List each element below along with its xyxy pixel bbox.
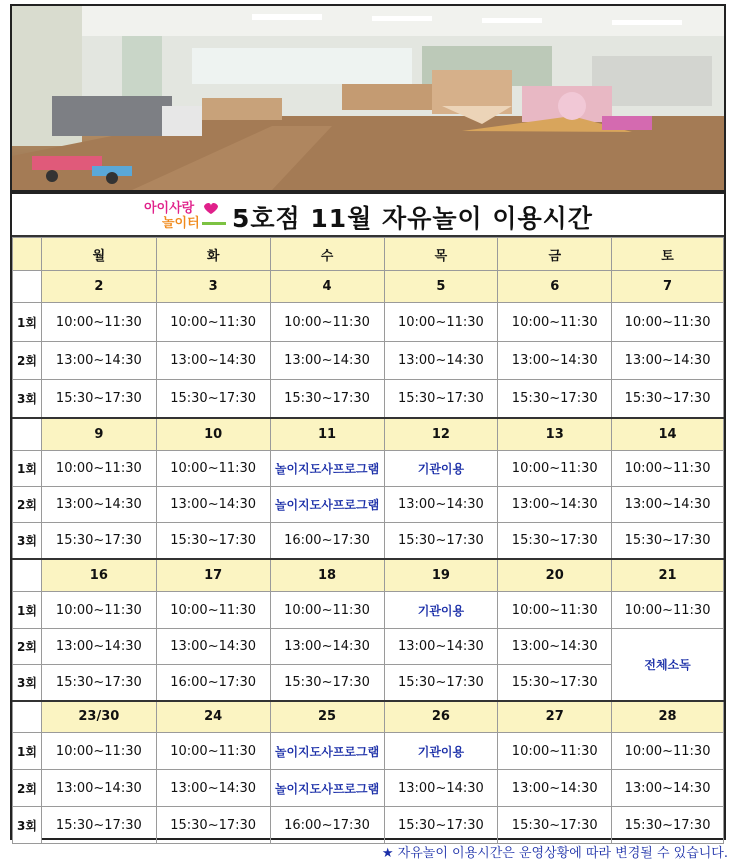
day-header: 토	[612, 238, 724, 271]
day-header-row	[13, 238, 724, 271]
session-label: 2회	[13, 770, 42, 807]
time-slot: 10:00~11:30	[612, 592, 724, 629]
session-label: 1회	[13, 733, 42, 770]
time-slot: 13:00~14:30	[498, 770, 612, 807]
time-slot: 15:30~17:30	[498, 523, 612, 559]
special-slot: 기관이용	[384, 733, 498, 770]
time-slot: 10:00~11:30	[612, 303, 724, 342]
time-slot: 15:30~17:30	[156, 523, 270, 559]
date-cell: 25	[270, 701, 384, 733]
session-row	[13, 451, 724, 487]
date-cell: 21	[612, 559, 724, 592]
time-slot: 15:30~17:30	[41, 807, 156, 844]
time-slot: 16:00~17:30	[270, 523, 384, 559]
date-cell: 11	[270, 418, 384, 451]
session-label: 1회	[13, 303, 42, 342]
time-slot: 10:00~11:30	[612, 451, 724, 487]
time-slot: 13:00~14:30	[612, 770, 724, 807]
date-cell: 20	[498, 559, 612, 592]
date-cell: 19	[384, 559, 498, 592]
date-corner-cell	[13, 271, 42, 303]
date-cell: 17	[156, 559, 270, 592]
session-row	[13, 807, 724, 844]
day-header: 월	[41, 238, 156, 271]
footer-note: ★ 자유놀이 이용시간은 운영상황에 따라 변경될 수 있습니다.	[381, 846, 728, 861]
date-cell: 7	[612, 271, 724, 303]
special-slot: 놀이지도사프로그램	[270, 770, 384, 807]
session-row	[13, 487, 724, 523]
session-row	[13, 733, 724, 770]
time-slot: 13:00~14:30	[498, 342, 612, 380]
time-slot: 15:30~17:30	[270, 665, 384, 701]
time-slot: 15:30~17:30	[384, 665, 498, 701]
session-label: 2회	[13, 487, 42, 523]
date-row	[13, 559, 724, 592]
time-slot: 15:30~17:30	[498, 665, 612, 701]
date-cell: 3	[156, 271, 270, 303]
time-slot: 10:00~11:30	[156, 303, 270, 342]
time-slot: 15:30~17:30	[384, 523, 498, 559]
time-slot: 13:00~14:30	[384, 770, 498, 807]
special-slot: 기관이용	[384, 592, 498, 629]
logo-line1: 아이사랑	[144, 201, 195, 216]
session-row	[13, 770, 724, 807]
time-slot: 13:00~14:30	[270, 629, 384, 665]
time-slot: 13:00~14:30	[384, 487, 498, 523]
date-cell: 16	[41, 559, 156, 592]
special-slot: 놀이지도사프로그램	[270, 451, 384, 487]
date-cell: 23/30	[41, 701, 156, 733]
time-slot: 10:00~11:30	[498, 303, 612, 342]
time-slot: 13:00~14:30	[498, 629, 612, 665]
session-label: 3회	[13, 807, 42, 844]
special-slot: 놀이지도사프로그램	[270, 487, 384, 523]
time-slot: 13:00~14:30	[41, 629, 156, 665]
time-slot: 13:00~14:30	[384, 629, 498, 665]
time-slot: 10:00~11:30	[498, 451, 612, 487]
date-corner-cell	[13, 418, 42, 451]
time-slot: 10:00~11:30	[41, 303, 156, 342]
time-slot: 13:00~14:30	[156, 770, 270, 807]
time-slot: 15:30~17:30	[156, 807, 270, 844]
time-slot: 16:00~17:30	[270, 807, 384, 844]
logo-line2: 놀이터	[162, 216, 200, 231]
session-label: 2회	[13, 629, 42, 665]
time-slot: 10:00~11:30	[498, 592, 612, 629]
time-slot: 13:00~14:30	[41, 342, 156, 380]
playroom-photo	[10, 4, 726, 192]
schedule-frame	[10, 192, 726, 840]
day-header: 목	[384, 238, 498, 271]
time-slot: 15:30~17:30	[41, 665, 156, 701]
session-row	[13, 342, 724, 380]
schedule-table	[12, 237, 724, 844]
date-cell: 6	[498, 271, 612, 303]
time-slot: 15:30~17:30	[384, 380, 498, 418]
day-header: 수	[270, 238, 384, 271]
time-slot: 13:00~14:30	[384, 342, 498, 380]
time-slot: 10:00~11:30	[156, 451, 270, 487]
date-corner-cell	[13, 559, 42, 592]
session-row	[13, 629, 724, 665]
session-label: 3회	[13, 665, 42, 701]
date-cell: 4	[270, 271, 384, 303]
time-slot: 10:00~11:30	[41, 733, 156, 770]
date-row	[13, 701, 724, 733]
time-slot: 13:00~14:30	[612, 342, 724, 380]
time-slot: 13:00~14:30	[270, 342, 384, 380]
heart-icon	[204, 203, 218, 214]
time-slot: 13:00~14:30	[156, 342, 270, 380]
page-title: 5호점 11월 자유놀이 이용시간	[232, 204, 593, 233]
time-slot: 13:00~14:30	[498, 487, 612, 523]
time-slot: 13:00~14:30	[612, 487, 724, 523]
title-row	[12, 194, 724, 237]
time-slot: 15:30~17:30	[498, 380, 612, 418]
session-row	[13, 380, 724, 418]
time-slot: 15:30~17:30	[41, 523, 156, 559]
date-cell: 9	[41, 418, 156, 451]
date-row	[13, 271, 724, 303]
time-slot: 15:30~17:30	[41, 380, 156, 418]
time-slot: 10:00~11:30	[156, 592, 270, 629]
special-slot: 전체소독	[612, 629, 724, 701]
date-cell: 5	[384, 271, 498, 303]
session-label: 3회	[13, 523, 42, 559]
time-slot: 13:00~14:30	[156, 629, 270, 665]
date-corner-cell	[13, 701, 42, 733]
time-slot: 10:00~11:30	[270, 592, 384, 629]
date-cell: 18	[270, 559, 384, 592]
date-cell: 28	[612, 701, 724, 733]
time-slot: 13:00~14:30	[41, 487, 156, 523]
session-row	[13, 523, 724, 559]
date-cell: 10	[156, 418, 270, 451]
date-cell: 27	[498, 701, 612, 733]
date-row	[13, 418, 724, 451]
session-label: 1회	[13, 592, 42, 629]
time-slot: 13:00~14:30	[41, 770, 156, 807]
special-slot: 기관이용	[384, 451, 498, 487]
date-cell: 26	[384, 701, 498, 733]
date-cell: 24	[156, 701, 270, 733]
corner-cell	[13, 238, 42, 271]
special-slot: 놀이지도사프로그램	[270, 733, 384, 770]
time-slot: 15:30~17:30	[498, 807, 612, 844]
time-slot: 15:30~17:30	[612, 380, 724, 418]
time-slot: 15:30~17:30	[156, 380, 270, 418]
aisarang-logo	[140, 198, 230, 233]
time-slot: 10:00~11:30	[41, 592, 156, 629]
time-slot: 16:00~17:30	[156, 665, 270, 701]
time-slot: 13:00~14:30	[156, 487, 270, 523]
time-slot: 10:00~11:30	[270, 303, 384, 342]
time-slot: 15:30~17:30	[612, 807, 724, 844]
time-slot: 10:00~11:30	[612, 733, 724, 770]
date-cell: 12	[384, 418, 498, 451]
playroom-illustration	[12, 6, 724, 190]
session-row	[13, 303, 724, 342]
session-label: 3회	[13, 380, 42, 418]
day-header: 화	[156, 238, 270, 271]
time-slot: 10:00~11:30	[498, 733, 612, 770]
time-slot: 10:00~11:30	[156, 733, 270, 770]
time-slot: 10:00~11:30	[384, 303, 498, 342]
time-slot: 15:30~17:30	[270, 380, 384, 418]
time-slot: 15:30~17:30	[384, 807, 498, 844]
time-slot: 10:00~11:30	[41, 451, 156, 487]
session-label: 2회	[13, 342, 42, 380]
session-label: 1회	[13, 451, 42, 487]
session-row	[13, 592, 724, 629]
date-cell: 14	[612, 418, 724, 451]
date-cell: 2	[41, 271, 156, 303]
date-cell: 13	[498, 418, 612, 451]
day-header: 금	[498, 238, 612, 271]
time-slot: 15:30~17:30	[612, 523, 724, 559]
